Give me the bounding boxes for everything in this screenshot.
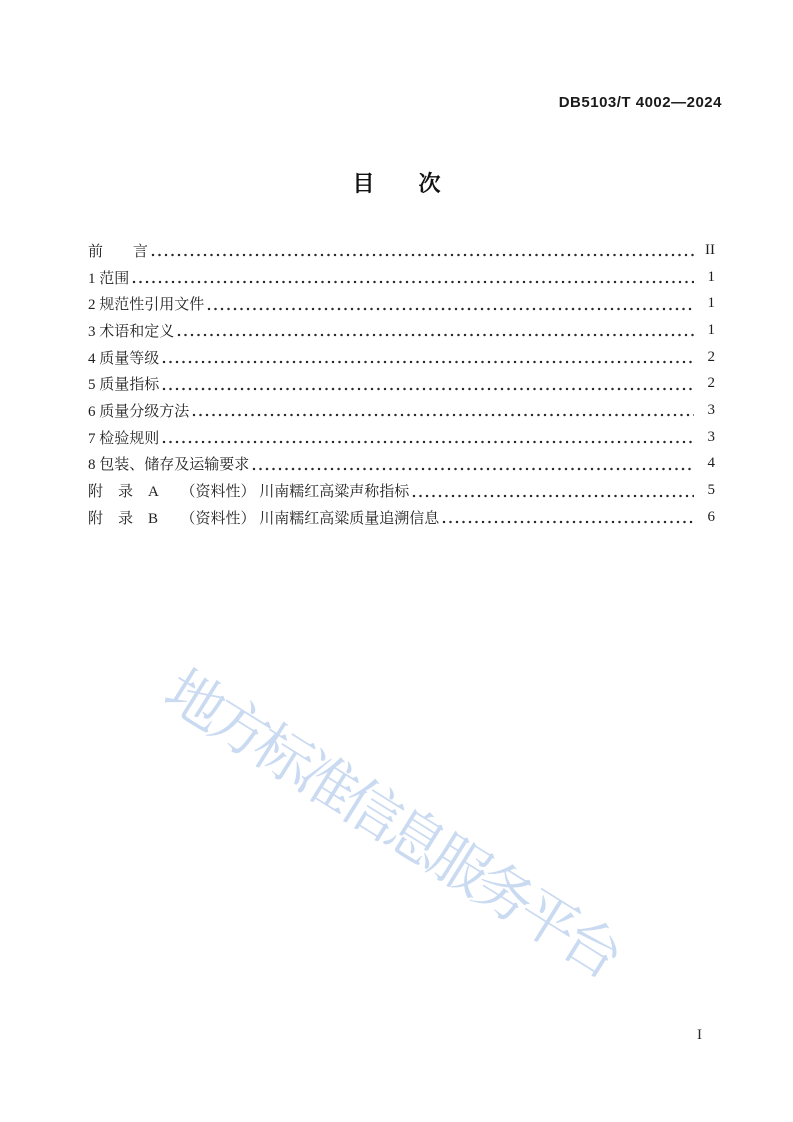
- toc-entry-label: 6 质量分级方法: [88, 403, 190, 420]
- toc-entry: [88, 504, 715, 531]
- toc-entry-page: 2: [707, 375, 715, 392]
- toc-leader-dots: [192, 402, 694, 418]
- toc-entry: [88, 290, 715, 317]
- page-title: 目 次: [352, 171, 441, 196]
- toc-list: [88, 237, 715, 531]
- toc-entry-page: 6: [707, 508, 715, 525]
- watermark: 地方标准信息服务平台: [153, 657, 630, 989]
- toc-entry-page: 1: [707, 295, 715, 312]
- toc-entry: [88, 237, 715, 264]
- toc-entry: [88, 477, 715, 504]
- toc-entry-page: 1: [707, 321, 715, 338]
- toc-entry: [88, 344, 715, 371]
- toc-entry: [88, 317, 715, 344]
- toc-leader-dots: [132, 269, 694, 285]
- toc-leader-dots: [162, 349, 694, 365]
- toc-entry-page: 3: [707, 428, 715, 445]
- toc-entry-label: 附 录 B （资料性） 川南糯红高粱质量追溯信息: [88, 510, 440, 527]
- toc-leader-dots: [207, 296, 694, 312]
- toc-entry: [88, 370, 715, 397]
- toc-leader-dots: [252, 456, 694, 472]
- toc-entry-label: 4 质量等级: [88, 350, 160, 367]
- toc-entry-page: 1: [707, 268, 715, 285]
- toc-entry: [88, 264, 715, 291]
- toc-entry-page: 2: [707, 348, 715, 365]
- toc-leader-dots: [151, 242, 694, 258]
- toc-entry: [88, 451, 715, 478]
- toc-leader-dots: [177, 322, 694, 338]
- toc-entry-label: 8 包装、储存及运输要求: [88, 457, 250, 474]
- toc-leader-dots: [162, 376, 694, 392]
- toc-entry-label: 5 质量指标: [88, 377, 160, 394]
- toc-entry-page: 3: [707, 401, 715, 418]
- toc-entry-page: 4: [707, 455, 715, 472]
- toc-entry-label: 7 检验规则: [88, 430, 160, 447]
- footer-page-number: I: [697, 1027, 702, 1043]
- toc-entry-page: 5: [707, 482, 715, 499]
- standard-number-header: DB5103/T 4002—2024: [558, 94, 722, 111]
- toc-entry-label: 前 言: [88, 243, 149, 260]
- toc-entry-label: 3 术语和定义: [88, 323, 175, 340]
- toc-leader-dots: [442, 509, 694, 525]
- toc-entry-label: 附 录 A （资料性） 川南糯红高粱声称指标: [88, 484, 410, 501]
- toc-entry: [88, 397, 715, 424]
- toc-leader-dots: [162, 429, 694, 445]
- toc-entry: [88, 424, 715, 451]
- toc-entry-label: 2 规范性引用文件: [88, 297, 205, 314]
- toc-entry-label: 1 范围: [88, 270, 130, 287]
- toc-entry-page: II: [705, 241, 715, 258]
- toc-leader-dots: [412, 483, 694, 499]
